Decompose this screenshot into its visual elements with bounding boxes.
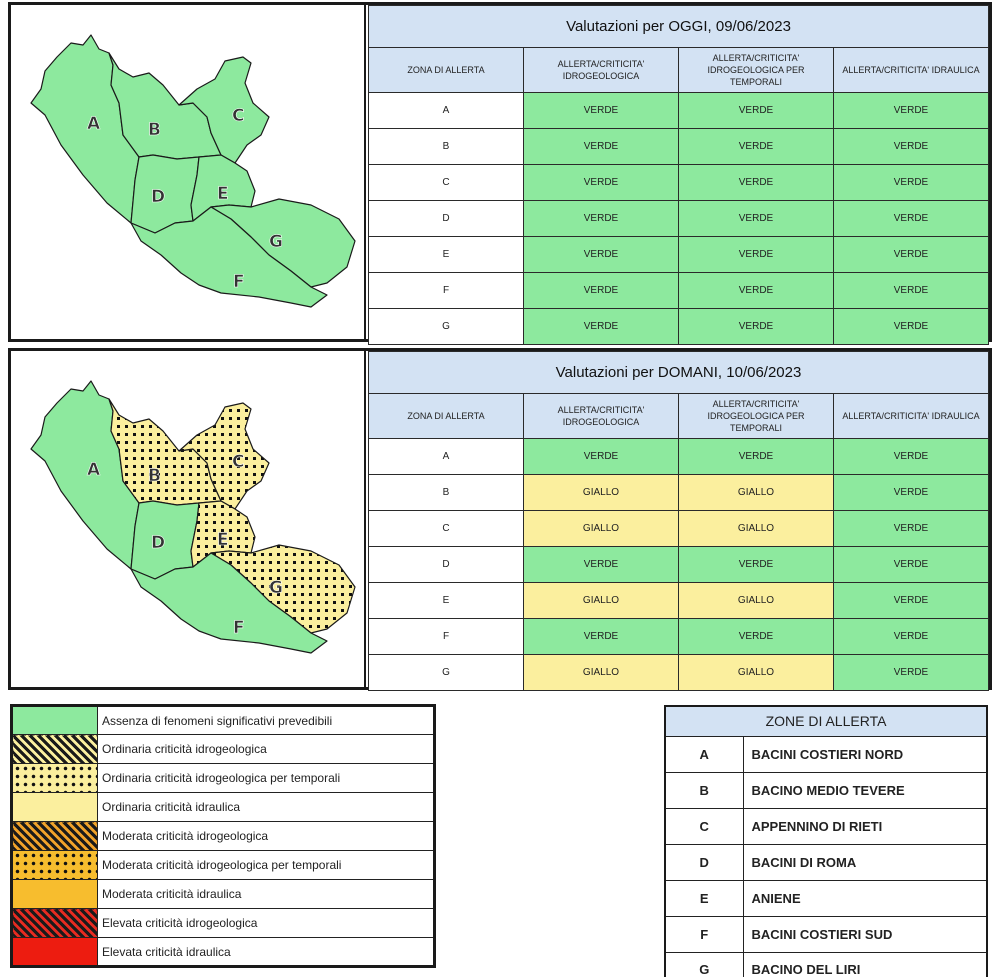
alert-level-cell: VERDE <box>679 619 834 655</box>
today-panel <box>8 2 992 342</box>
alert-level-cell: VERDE <box>834 93 989 129</box>
alert-level-cell: GIALLO <box>679 583 834 619</box>
zone-cell: F <box>369 619 524 655</box>
alert-level-cell: VERDE <box>834 547 989 583</box>
zone-row <box>665 916 987 952</box>
legend-row <box>12 880 435 909</box>
alert-level-cell: GIALLO <box>524 655 679 691</box>
zone-cell: C <box>369 511 524 547</box>
col-header-zone: ZONA DI ALLERTA <box>369 48 524 93</box>
table-row <box>369 655 989 691</box>
zone-name: BACINI COSTIERI SUD <box>743 916 987 952</box>
col-header-idraulica: ALLERTA/CRITICITA' IDRAULICA <box>834 394 989 439</box>
zone-cell: E <box>369 583 524 619</box>
col-header-temporali: ALLERTA/CRITICITA' IDROGEOLOGICA PER TEMPORALI <box>679 394 834 439</box>
table-row <box>369 237 989 273</box>
zone-code: F <box>665 916 743 952</box>
alert-level-cell: VERDE <box>679 165 834 201</box>
alert-level-cell: VERDE <box>524 619 679 655</box>
alert-level-cell: VERDE <box>834 475 989 511</box>
legend-swatch <box>12 706 98 735</box>
table-row <box>369 511 989 547</box>
tomorrow-map <box>11 351 366 687</box>
legend-swatch <box>12 793 98 822</box>
zone-cell: B <box>369 129 524 165</box>
alert-level-cell: GIALLO <box>679 655 834 691</box>
table-row <box>369 439 989 475</box>
today-map-svg <box>11 5 364 339</box>
alert-level-cell: VERDE <box>524 237 679 273</box>
zone-cell: G <box>369 655 524 691</box>
col-header-idraulica: ALLERTA/CRITICITA' IDRAULICA <box>834 48 989 93</box>
alert-level-cell: VERDE <box>679 273 834 309</box>
alert-level-cell: VERDE <box>834 439 989 475</box>
legend-label: Ordinaria criticità idrogeologica <box>98 735 435 764</box>
table-row <box>369 619 989 655</box>
zone-row <box>665 736 987 772</box>
zones-table <box>664 705 988 977</box>
legend-row <box>12 793 435 822</box>
zone-code: E <box>665 880 743 916</box>
legend-swatch <box>12 909 98 938</box>
zone-code: G <box>665 952 743 977</box>
alert-level-cell: VERDE <box>524 547 679 583</box>
zones-title: ZONE DI ALLERTA <box>665 706 987 736</box>
table-row <box>369 93 989 129</box>
alert-level-cell: VERDE <box>524 165 679 201</box>
legend-label: Moderata criticità idrogeologica <box>98 822 435 851</box>
map-label-b: B <box>148 120 161 140</box>
zone-row <box>665 952 987 977</box>
zone-cell: G <box>369 309 524 345</box>
zone-row <box>665 808 987 844</box>
zone-cell: B <box>369 475 524 511</box>
zone-row <box>665 880 987 916</box>
legend-row <box>12 938 435 967</box>
map2-label-a: A <box>87 460 101 480</box>
zone-cell: A <box>369 93 524 129</box>
zone-cell: F <box>369 273 524 309</box>
legend-row <box>12 851 435 880</box>
zone-cell: D <box>369 547 524 583</box>
legend-table <box>10 704 436 968</box>
alert-level-cell: GIALLO <box>524 511 679 547</box>
alert-level-cell: VERDE <box>834 655 989 691</box>
alert-level-cell: VERDE <box>524 201 679 237</box>
tomorrow-panel <box>8 348 992 690</box>
zone-code: B <box>665 772 743 808</box>
table-row <box>369 309 989 345</box>
alert-level-cell: VERDE <box>679 237 834 273</box>
legend-label: Ordinaria criticità idraulica <box>98 793 435 822</box>
col-header-zone: ZONA DI ALLERTA <box>369 394 524 439</box>
zone-name: BACINO MEDIO TEVERE <box>743 772 987 808</box>
legend-swatch <box>12 764 98 793</box>
zone-name: BACINI COSTIERI NORD <box>743 736 987 772</box>
alert-level-cell: VERDE <box>679 309 834 345</box>
legend-label: Moderata criticità idraulica <box>98 880 435 909</box>
zone-name: BACINI DI ROMA <box>743 844 987 880</box>
alert-level-cell: VERDE <box>679 547 834 583</box>
legend-swatch <box>12 880 98 909</box>
table-row <box>369 165 989 201</box>
alert-level-cell: GIALLO <box>679 511 834 547</box>
map-label-e: E <box>217 184 229 204</box>
table-row <box>369 273 989 309</box>
table-row <box>369 547 989 583</box>
legend-swatch <box>12 851 98 880</box>
legend-swatch <box>12 938 98 967</box>
legend-swatch <box>12 822 98 851</box>
legend-label: Elevata criticità idraulica <box>98 938 435 967</box>
map-label-d: D <box>151 187 166 207</box>
zone-cell: C <box>369 165 524 201</box>
map2-label-e: E <box>217 530 229 550</box>
zone-code: D <box>665 844 743 880</box>
zone-name: BACINO DEL LIRI <box>743 952 987 977</box>
alert-level-cell: GIALLO <box>679 475 834 511</box>
zone-row <box>665 772 987 808</box>
table-row <box>369 475 989 511</box>
alert-level-cell: VERDE <box>834 201 989 237</box>
today-title: Valutazioni per OGGI, 09/06/2023 <box>369 6 989 48</box>
alert-level-cell: VERDE <box>679 129 834 165</box>
today-map <box>11 5 366 339</box>
alert-level-cell: VERDE <box>834 165 989 201</box>
zone-code: C <box>665 808 743 844</box>
alert-level-cell: VERDE <box>524 93 679 129</box>
map2-label-b: B <box>148 466 161 486</box>
map2-label-f: F <box>233 618 245 638</box>
table-row <box>369 201 989 237</box>
map-label-a: A <box>87 114 101 134</box>
tomorrow-rows <box>369 439 989 691</box>
alert-level-cell: VERDE <box>834 583 989 619</box>
today-rows <box>369 93 989 345</box>
today-table <box>368 5 989 345</box>
col-header-idrogeologica: ALLERTA/CRITICITA' IDROGEOLOGICA <box>524 48 679 93</box>
map2-label-d: D <box>151 533 166 553</box>
alert-level-cell: GIALLO <box>524 475 679 511</box>
alert-level-cell: VERDE <box>834 619 989 655</box>
map2-label-g: G <box>269 578 283 598</box>
alert-level-cell: VERDE <box>679 93 834 129</box>
alert-level-cell: VERDE <box>524 273 679 309</box>
table-row <box>369 583 989 619</box>
alert-level-cell: VERDE <box>524 309 679 345</box>
alert-level-cell: VERDE <box>834 237 989 273</box>
map2-label-c: C <box>232 452 245 472</box>
legend-row <box>12 706 435 735</box>
zone-cell: A <box>369 439 524 475</box>
alert-level-cell: VERDE <box>834 309 989 345</box>
alert-level-cell: GIALLO <box>524 583 679 619</box>
zone-cell: E <box>369 237 524 273</box>
alert-level-cell: VERDE <box>679 439 834 475</box>
zone-name: ANIENE <box>743 880 987 916</box>
alert-level-cell: VERDE <box>834 129 989 165</box>
legend-row <box>12 909 435 938</box>
alert-level-cell: VERDE <box>679 201 834 237</box>
legend-label: Moderata criticità idrogeologica per temporali <box>98 851 435 880</box>
legend-label: Assenza di fenomeni significativi prevedibili <box>98 706 435 735</box>
alert-level-cell: VERDE <box>524 129 679 165</box>
zone-code: A <box>665 736 743 772</box>
col-header-idrogeologica: ALLERTA/CRITICITA' IDROGEOLOGICA <box>524 394 679 439</box>
alert-level-cell: VERDE <box>834 273 989 309</box>
zone-row <box>665 844 987 880</box>
tomorrow-title: Valutazioni per DOMANI, 10/06/2023 <box>369 352 989 394</box>
map-label-c: C <box>232 106 245 126</box>
legend-label: Elevata criticità idrogeologica <box>98 909 435 938</box>
legend-label: Ordinaria criticità idrogeologica per temporali <box>98 764 435 793</box>
map-label-f: F <box>233 272 245 292</box>
tomorrow-table <box>368 351 989 691</box>
map-label-g: G <box>269 232 283 252</box>
legend-row <box>12 822 435 851</box>
table-row <box>369 129 989 165</box>
legend-swatch <box>12 735 98 764</box>
alert-level-cell: VERDE <box>834 511 989 547</box>
legend-row <box>12 764 435 793</box>
legend-row <box>12 735 435 764</box>
zone-cell: D <box>369 201 524 237</box>
tomorrow-map-svg <box>11 351 364 687</box>
zone-name: APPENNINO DI RIETI <box>743 808 987 844</box>
alert-level-cell: VERDE <box>524 439 679 475</box>
col-header-temporali: ALLERTA/CRITICITA' IDROGEOLOGICA PER TEMPORALI <box>679 48 834 93</box>
